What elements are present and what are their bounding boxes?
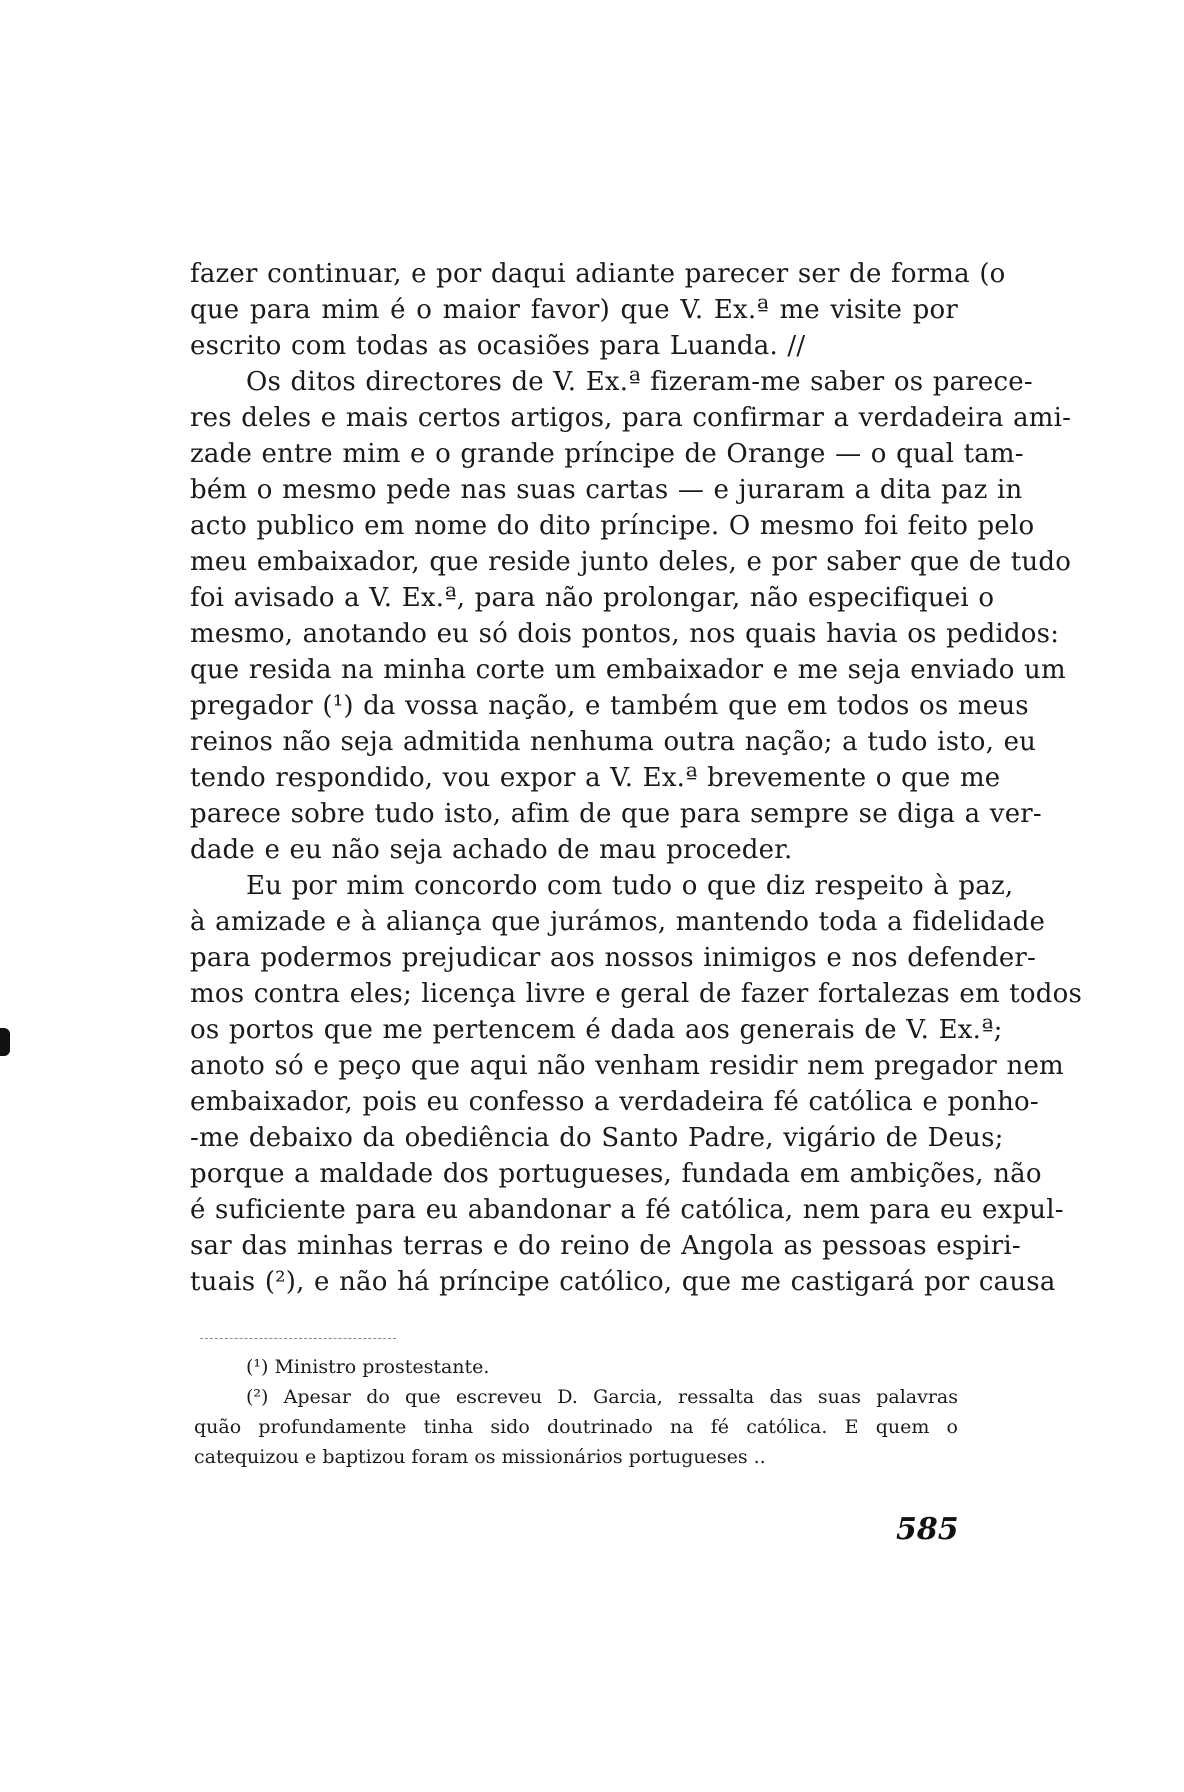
text-line: à amizade e à aliança que jurámos, mantendo toda a fidelidade (190, 907, 1046, 937)
text-line: pregador (¹) da vossa nação, e também que em todos os meus (190, 691, 1029, 721)
text-line: reinos não seja admitida nenhuma outra nação; a tudo isto, eu (190, 727, 1037, 757)
text-line: embaixador, pois eu confesso a verdadeira fé católica e ponho- (190, 1087, 1039, 1117)
text-line: -me debaixo da obediência do Santo Padre, vigário de Deus; (190, 1123, 1004, 1153)
text-line: bém o mesmo pede nas suas cartas — e juraram a dita paz in (190, 475, 1023, 505)
text-line: tuais (²), e não há príncipe católico, que me castigará por causa (190, 1267, 1056, 1297)
text-line: mos contra eles; licença livre e geral de fazer fortalezas em todos (190, 979, 1083, 1009)
text-line: sar das minhas terras e do reino de Angola as pessoas espiri- (190, 1231, 1021, 1261)
text-line: zade entre mim e o grande príncipe de Orange — o qual tam- (190, 439, 1024, 469)
paragraph-start-line: Os ditos directores de V. Ex.ª fizeram-me saber os parece- (246, 367, 1033, 397)
text-line: escrito com todas as ocasiões para Luanda. // (190, 331, 806, 361)
footnote-2-line: catequizou e baptizou foram os missionários portugueses .. (194, 1446, 766, 1468)
text-line: dade e eu não seja achado de mau proceder. (190, 835, 793, 865)
text-line: para podermos prejudicar aos nossos inimigos e nos defender- (190, 943, 1037, 973)
footnote-2: (²) Apesar do que escreveu D. Garcia, ressalta das suas palavras (246, 1386, 958, 1408)
scan-margin-mark (0, 1028, 10, 1056)
text-line: que resida na minha corte um embaixador e me seja enviado um (190, 655, 1066, 685)
paragraph-start-line: Eu por mim concordo com tudo o que diz respeito à paz, (246, 871, 1014, 901)
text-line: tendo respondido, vou expor a V. Ex.ª brevemente o que me (190, 763, 1001, 793)
text-line: que para mim é o maior favor) que V. Ex.ª me visite por (190, 295, 958, 325)
text-line: mesmo, anotando eu só dois pontos, nos quais havia os pedidos: (190, 619, 1060, 649)
footnotes (194, 1352, 958, 1472)
text-line: porque a maldade dos portugueses, fundada em ambições, não (190, 1159, 1042, 1189)
text-line: os portos que me pertencem é dada aos generais de V. Ex.ª; (190, 1015, 1003, 1045)
text-line: é suficiente para eu abandonar a fé católica, nem para eu expul- (190, 1195, 1064, 1225)
footnote-divider (200, 1338, 396, 1339)
text-line: foi avisado a V. Ex.ª, para não prolongar, não especifiquei o (190, 583, 995, 613)
text-line: fazer continuar, e por daqui adiante parecer ser de forma (o (190, 259, 1006, 289)
page-number: 585 (896, 1512, 959, 1547)
body-text (190, 256, 1083, 1300)
text-line: meu embaixador, que reside junto deles, e por saber que de tudo (190, 547, 1072, 577)
text-line: anoto só e peço que aqui não venham residir nem pregador nem (190, 1051, 1064, 1081)
footnote-1: (¹) Ministro prostestante. (246, 1356, 490, 1378)
text-line: res deles e mais certos artigos, para confirmar a verdadeira ami- (190, 403, 1072, 433)
text-line: parece sobre tudo isto, afim de que para sempre se diga a ver- (190, 799, 1042, 829)
footnote-2-line: quão profundamente tinha sido doutrinado na fé católica. E quem o (194, 1416, 958, 1438)
text-line: acto publico em nome do dito príncipe. O mesmo foi feito pelo (190, 511, 1035, 541)
